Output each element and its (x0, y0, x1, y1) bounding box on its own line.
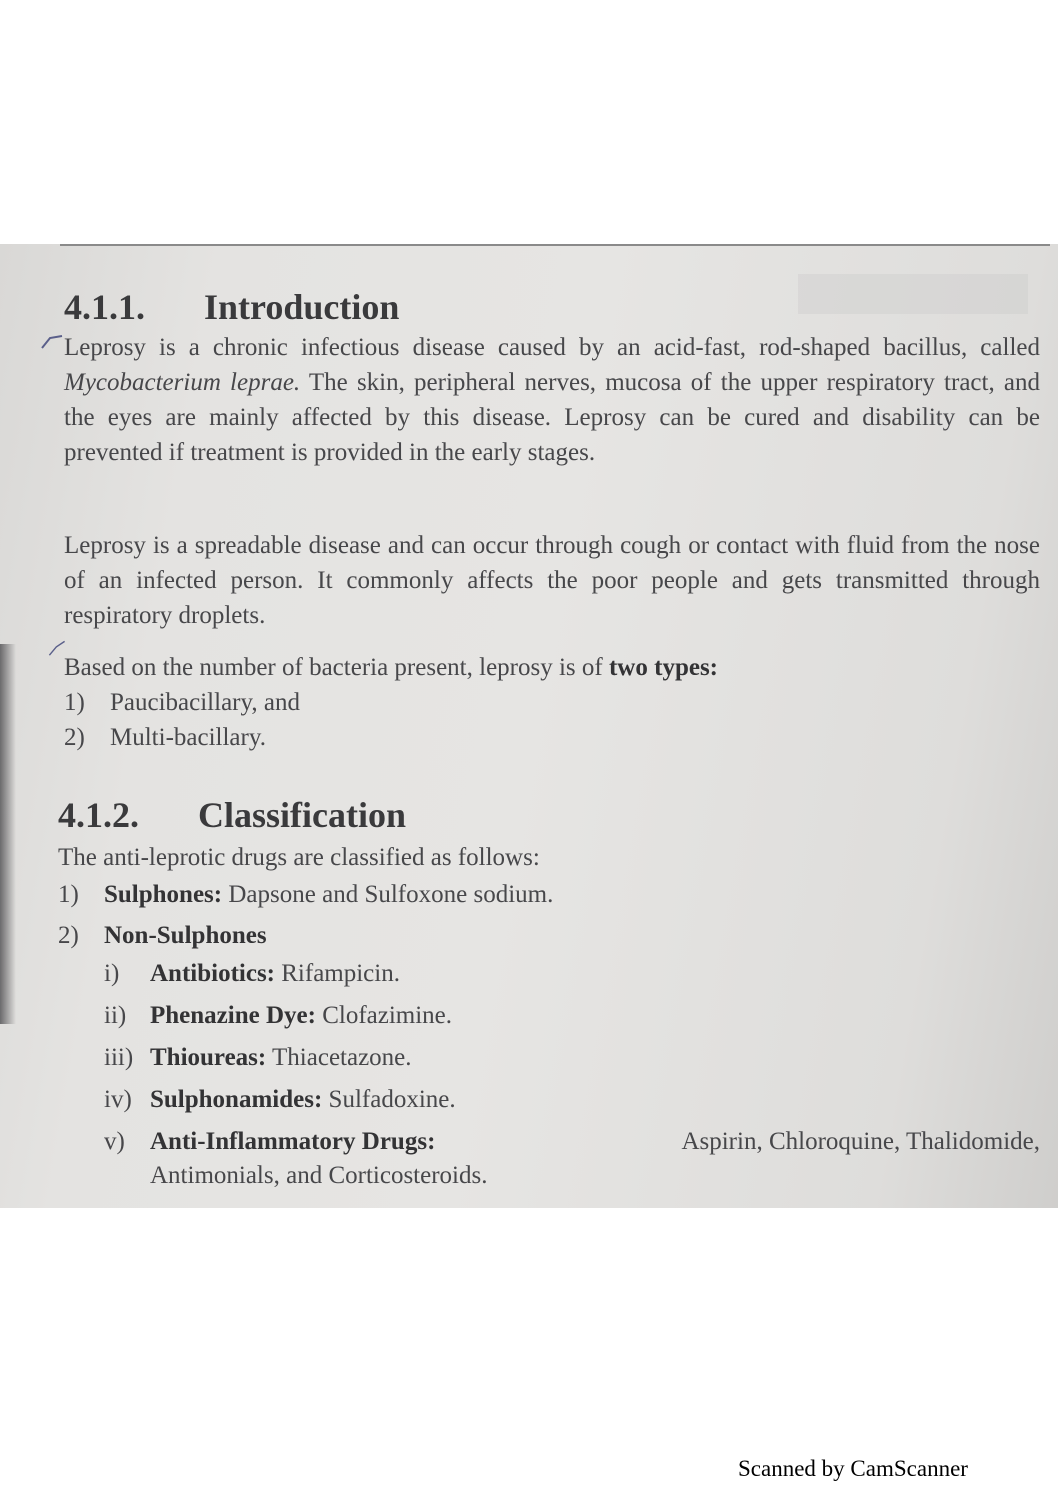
intro-text-b: The skin, peripheral nerves, mucosa of the upper respiratory tract, and the eyes are mainly affected by this disease. Leprosy can be cured and disability can be prevented if treatment is provided in the early stages. (64, 369, 1040, 466)
show-through-bleed (798, 274, 1028, 314)
list-text: Sulfadoxine. (322, 1086, 456, 1113)
scanned-page (0, 244, 1058, 1208)
list-marker: i) (104, 960, 120, 987)
classification-lead (58, 840, 540, 875)
list-marker: ii) (104, 1002, 127, 1029)
page-top-rule (60, 244, 1050, 246)
types-intro (64, 650, 718, 685)
heading-introduction (64, 286, 399, 328)
sub-list-item (104, 1082, 456, 1117)
list-label: Thioureas: (150, 1044, 267, 1071)
list-item (64, 720, 266, 755)
pen-tick-icon (40, 334, 66, 352)
list-marker: 2) (58, 922, 79, 949)
list-marker: 1) (64, 689, 85, 716)
list-marker: v) (104, 1128, 125, 1155)
thumb-shadow (0, 644, 16, 1024)
list-label: Antibiotics: (150, 960, 275, 987)
list-item (58, 877, 553, 912)
sub-list-item (104, 1040, 412, 1075)
list-marker: 2) (64, 724, 85, 751)
list-label: Anti-Inflammatory Drugs: (150, 1128, 436, 1155)
species-name: Mycobacterium leprae. (64, 369, 301, 396)
list-text: Aspirin, Chloroquine, Thalidomide, (681, 1128, 1040, 1155)
sub-list-item (104, 1124, 1040, 1159)
heading-number: 4.1.1. (64, 287, 145, 327)
list-item (64, 685, 300, 720)
list-marker: iv) (104, 1086, 132, 1113)
sub-list-item (104, 998, 452, 1033)
list-text: Clofazimine. (315, 1002, 453, 1029)
list-text: Rifampicin. (275, 960, 400, 987)
intro-paragraph-1 (64, 330, 1040, 470)
list-label: Phenazine Dye: (150, 1002, 316, 1029)
list-text: Dapsone and Sulfoxone sodium. (222, 881, 554, 908)
types-bold: two types: (608, 654, 718, 681)
list-label: Sulphonamides: (150, 1086, 323, 1113)
heading-title: Classification (198, 795, 407, 835)
heading-title: Introduction (204, 287, 400, 327)
intro-text-a: Leprosy is a chronic infectious disease caused by an acid-fast, rod-shaped bacillus, called (64, 334, 1040, 361)
sub-list-continuation (150, 1158, 487, 1193)
list-item (58, 918, 267, 953)
list-text: Multi-bacillary. (110, 724, 266, 751)
types-text: Based on the number of bacteria present, leprosy is of (64, 654, 609, 681)
intro-paragraph-2 (64, 528, 1040, 633)
list-label: Sulphones: (104, 881, 223, 908)
list-marker: 1) (58, 881, 79, 908)
list-text: Thiacetazone. (266, 1044, 412, 1071)
intro-text-c: Leprosy is a spreadable disease and can occur through cough or contact with fluid from the nose of an infected person. It commonly affects the poor people and gets transmitted through respiratory droplets. (64, 532, 1040, 629)
lead-text: The anti-leprotic drugs are classified as follows: (58, 844, 540, 871)
list-text: Antimonials, and Corticosteroids. (150, 1162, 488, 1189)
list-marker: iii) (104, 1044, 134, 1071)
scanner-watermark: Scanned by CamScanner (738, 1456, 968, 1481)
list-label: Non-Sulphones (104, 922, 267, 949)
list-text: Paucibacillary, and (110, 689, 300, 716)
heading-number: 4.1.2. (58, 795, 139, 835)
heading-classification (58, 794, 406, 836)
sub-list-item (104, 956, 400, 991)
